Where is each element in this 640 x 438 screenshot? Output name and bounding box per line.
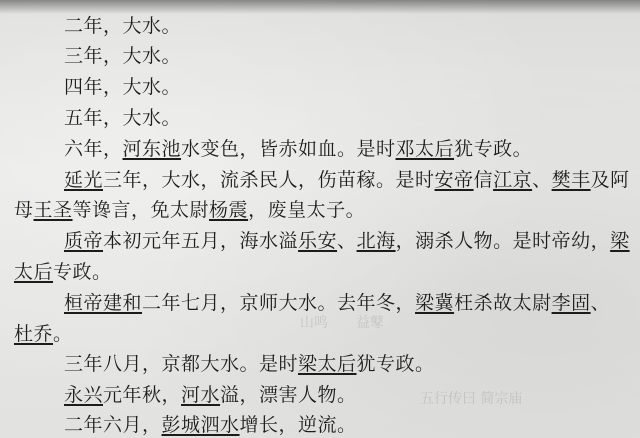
text-run: 二年七月，京师大水。去年冬， [142, 292, 416, 314]
text-line [64, 229, 630, 253]
underlined-name: 樊丰 [551, 169, 591, 191]
text-run: 溢，漂害人物。 [220, 384, 357, 406]
underlined-name: 北海 [356, 230, 396, 252]
underlined-name: 乐安 [298, 230, 338, 252]
underlined-name: 江京 [493, 169, 533, 191]
underlined-name: 李固 [551, 292, 591, 314]
text-run: 四年，大水。 [64, 76, 182, 98]
text-run: 二年六月， [64, 414, 162, 436]
text-run: 、 [590, 292, 611, 314]
underlined-name: 梁太后 [298, 353, 357, 375]
text-run: 。 [53, 323, 73, 345]
text-line [64, 75, 181, 99]
bleed-through-text: 五行传曰 简宗庙 [420, 391, 523, 407]
underlined-name: 王圣 [33, 199, 73, 221]
text-run: 犹专政。 [356, 353, 435, 375]
text-run: 三年八月，京都大水。是时 [64, 353, 299, 375]
text-run: 专政。 [53, 261, 112, 283]
underlined-name: 延光 [64, 169, 104, 191]
text-line [64, 14, 181, 38]
underlined-name: 质帝 [64, 230, 104, 252]
text-line [14, 260, 112, 284]
text-run: 本初元年五月，海水溢 [103, 230, 299, 252]
text-run: 水变色，皆赤如血。是时 [181, 138, 396, 160]
text-line [64, 352, 435, 376]
text-run: 元年秋， [103, 384, 182, 406]
underlined-name: 泗水 [200, 414, 240, 436]
text-line [64, 137, 532, 161]
text-run: 、 [532, 169, 552, 191]
text-run: 增长，逆流。 [239, 414, 357, 436]
text-run: 、 [337, 230, 357, 252]
underlined-name: 桓帝 [64, 292, 104, 314]
text-line [64, 383, 357, 407]
text-run: 枉杀故太尉 [454, 292, 552, 314]
text-line [64, 291, 610, 315]
text-line [64, 413, 357, 437]
text-run: 信 [473, 169, 494, 191]
underlined-name: 建和 [103, 292, 143, 314]
text-run: 及阿 [590, 169, 630, 191]
bleed-through-text: 山鸣 益鼕 [300, 315, 384, 331]
text-run: 五年，大水。 [64, 107, 182, 129]
text-run: 等谗言，免太尉 [72, 199, 210, 221]
underlined-name: 杨震 [209, 199, 249, 221]
underlined-name: 彭城 [161, 414, 201, 436]
underlined-name: 河水 [181, 384, 221, 406]
underlined-name: 安帝 [434, 169, 474, 191]
underlined-name: 邓太后 [395, 138, 455, 160]
underlined-name: 梁冀 [415, 292, 455, 314]
underlined-name: 杜乔 [14, 323, 54, 345]
text-run: ，废皇太子。 [248, 199, 366, 221]
text-run: 犹专政。 [454, 138, 533, 160]
text-line [64, 44, 181, 68]
text-run: ，溺杀人物。是时帝幼， [395, 230, 611, 252]
text-run: 母 [14, 199, 34, 221]
underlined-name: 河东池 [122, 138, 182, 160]
text-run: 三年，大水。 [64, 45, 182, 67]
text-line [64, 168, 630, 192]
text-line [14, 322, 73, 346]
underlined-name: 永兴 [64, 384, 104, 406]
text-run: 三年，大水，流杀民人，伤苗稼。是时 [103, 169, 435, 191]
text-run: 六年， [64, 138, 123, 160]
text-run: 二年，大水。 [64, 15, 182, 37]
underlined-name: 太后 [14, 261, 54, 283]
underlined-name: 梁 [610, 230, 630, 252]
text-line [14, 198, 365, 222]
text-line [64, 106, 181, 130]
